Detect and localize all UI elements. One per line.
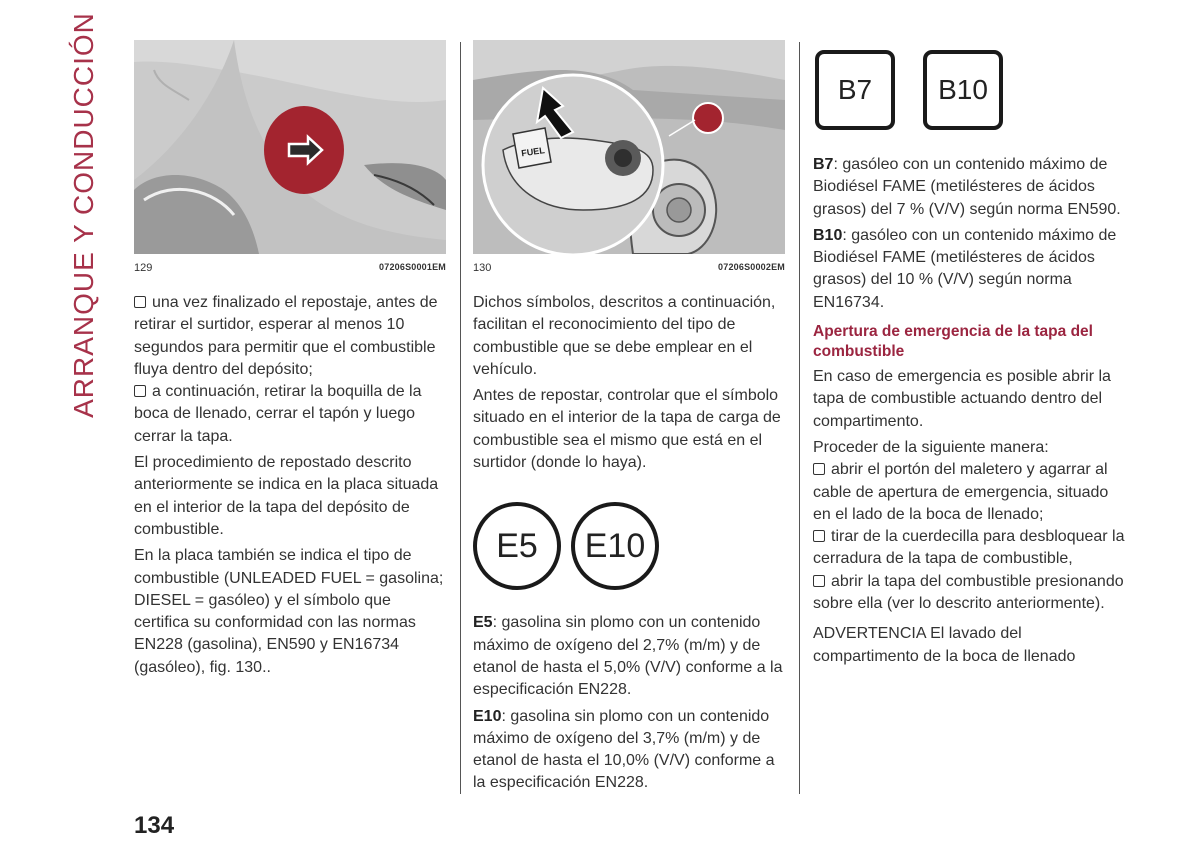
warning-text: ADVERTENCIA El lavado del compartimento de la boca de llenado xyxy=(813,625,1076,665)
section-side-title xyxy=(62,12,106,418)
steps-intro: Proceder de la siguiente manera: xyxy=(813,438,1049,456)
figure-130-caption xyxy=(473,262,785,274)
steps-list xyxy=(813,437,1125,615)
checkbox-bullet-icon xyxy=(134,296,146,308)
figure-number: 129 xyxy=(134,262,153,274)
b7-key: B7 xyxy=(813,156,834,173)
figure-130-fuel-label xyxy=(473,40,785,254)
fuel-flap-illustration xyxy=(134,40,446,254)
paragraph: En caso de emergencia es posible abrir la tapa de combustible actuando dentro del compartimento. xyxy=(813,368,1111,430)
paragraph: Antes de repostar, controlar que el símbolo situado en el interior de la tapa de carga de combustible sea el mismo que está en el surtidor (donde lo haya). xyxy=(473,387,781,472)
e10-description xyxy=(473,706,785,795)
list-item-text: tirar de la cuerdecilla para desbloquear la cerradura de la tapa de combustible, xyxy=(813,528,1125,568)
figure-129-fuel-flap xyxy=(134,40,446,254)
b7-symbol: B7 xyxy=(815,50,895,130)
list-item-text: una vez finalizado el repostaje, antes de retirar el surtidor, esperar al menos 10 segundos para permitir que el combustible fluya dentro del depósito; xyxy=(134,294,438,378)
list-item-text: abrir el portón del maletero y agarrar al cable de apertura de emergencia, situado en el lado de la boca de llenado; xyxy=(813,461,1109,523)
b10-key: B10 xyxy=(813,226,843,244)
column-divider-2 xyxy=(799,42,800,794)
column-2-body xyxy=(473,292,785,795)
figure-129-caption xyxy=(134,262,446,274)
checkbox-bullet-icon xyxy=(813,463,825,475)
section-heading: Apertura de emergencia de la tapa del combustible xyxy=(813,323,1093,361)
e10-symbol: E10 xyxy=(571,502,659,590)
paragraph: Dichos símbolos, descritos a continuación, facilitan el reconocimiento del tipo de combustible que se debe emplear en el vehículo. xyxy=(473,294,776,378)
checkbox-bullet-icon xyxy=(134,385,146,397)
paragraph: En la placa también se indica el tipo de combustible (UNLEADED FUEL = gasolina; DIESEL = gasóleo) y el símbolo que certifica su conformidad con las normas EN228 (gasolina), EN590 y EN16734 (gasóleo), fig. 130.. xyxy=(134,547,444,676)
column-1 xyxy=(134,40,446,683)
checkbox-bullet-icon xyxy=(813,575,825,587)
list-item xyxy=(134,292,446,448)
figure-number: 130 xyxy=(473,262,492,274)
checkbox-bullet-icon xyxy=(813,530,825,542)
figure-code: 07206S0002EM xyxy=(718,262,785,272)
fuel-cap-illustration xyxy=(473,40,785,254)
list-item-text: abrir la tapa del combustible presionando sobre ella (ver lo descrito anteriormente). xyxy=(813,572,1124,613)
b7-text: : gasóleo con un contenido máximo de Biodiésel FAME (metilésteres de ácidos grasos) del 7 % (V/V) según norma EN590. xyxy=(813,156,1121,218)
list-item-text: a continuación, retirar la boquilla de la boca de llenado, cerrar el tapón y luego cerrar la tapa. xyxy=(134,383,422,445)
e5-symbol: E5 xyxy=(473,502,561,590)
column-3-body xyxy=(813,154,1125,668)
b7-description xyxy=(813,154,1125,221)
column-3 xyxy=(813,40,1125,672)
b10-text: : gasóleo con un contenido máximo de Biodiésel FAME (metilésteres de ácidos grasos) del 10 % (V/V) según norma EN16734. xyxy=(813,226,1117,311)
diesel-symbols xyxy=(815,50,1125,130)
b10-description xyxy=(813,225,1125,314)
e5-text: : gasolina sin plomo con un contenido máximo de oxígeno del 2,7% (m/m) y de etanol de hasta el 5,0% (V/V) conforme a la especificación EN228. xyxy=(473,614,783,699)
fuel-label-text: FUEL xyxy=(520,145,546,159)
column-1-body xyxy=(134,292,446,679)
e10-text: : gasolina sin plomo con un contenido máximo de oxígeno del 3,7% (m/m) y de etanol de hasta el 10,0% (V/V) conforme a la especificación EN228. xyxy=(473,707,775,792)
figure-code: 07206S0001EM xyxy=(379,262,446,272)
paragraph: El procedimiento de repostado descrito anteriormente se indica en la placa situada en el interior de la tapa del depósito de combustible. xyxy=(134,454,439,538)
page-number: 134 xyxy=(134,812,175,839)
column-2 xyxy=(473,40,785,799)
ethanol-symbols xyxy=(473,502,785,590)
section-side-title-text: ARRANQUE Y CONDUCCIÓN xyxy=(68,12,100,418)
e5-key: E5 xyxy=(473,614,493,632)
b10-symbol: B10 xyxy=(923,50,1003,130)
column-divider-1 xyxy=(460,42,461,794)
e5-description xyxy=(473,612,785,701)
e10-key: E10 xyxy=(473,707,502,725)
